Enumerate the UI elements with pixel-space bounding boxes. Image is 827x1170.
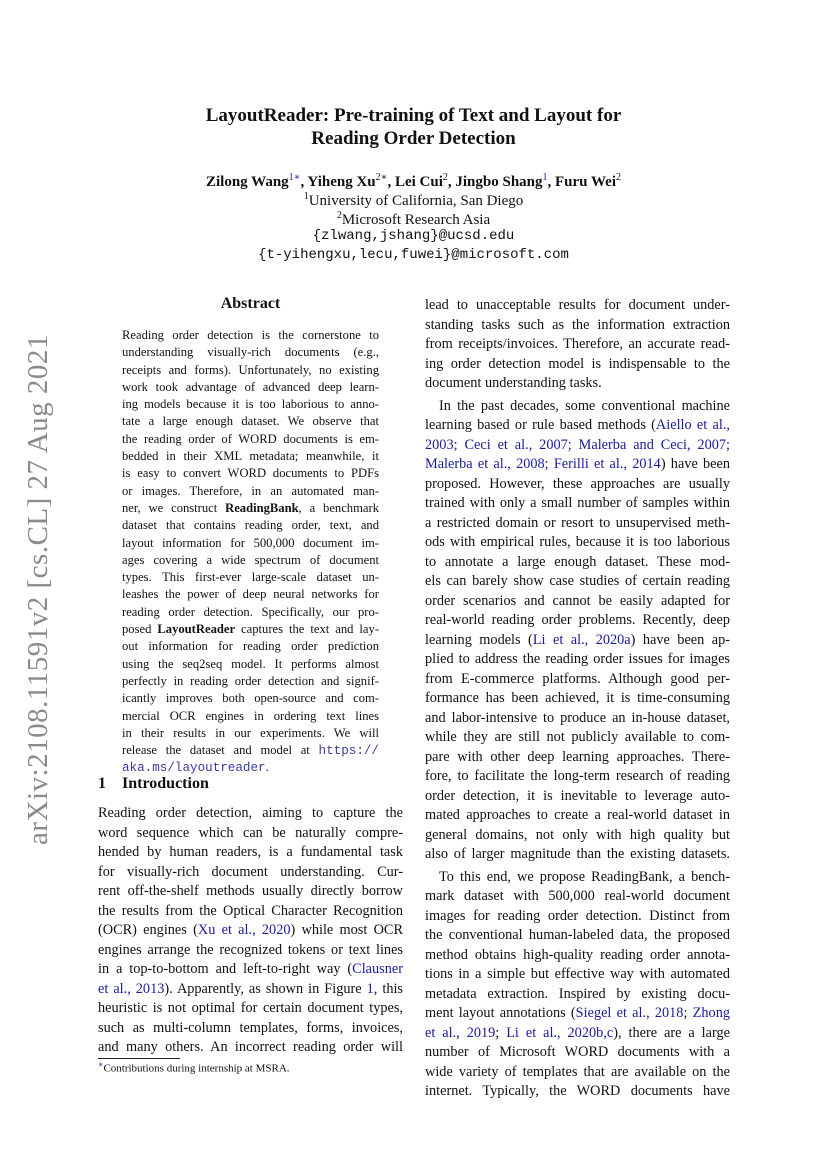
body-line: while they are still not publicly available to com- — [425, 729, 730, 745]
abstract-line: the reading order of WORD documents is em- — [122, 431, 379, 446]
body-line — [425, 455, 730, 475]
body-line: from receipts/invoices. Therefore, an accurate read- — [425, 336, 730, 352]
abstract-text: , a benchmark — [298, 500, 379, 515]
email-line-1: {zlwang,jshang}@ucsd.edu — [312, 228, 515, 244]
abstract-text: captures the text and lay- — [235, 622, 380, 637]
paragraph — [425, 868, 730, 1102]
abstract-line: using the seq2seq model. It performs almost — [122, 656, 379, 671]
body-text: (OCR) engines ( — [98, 922, 198, 938]
abstract-line — [122, 742, 379, 759]
body-line: ods with empirical rules, because it is too laborious — [425, 534, 730, 550]
body-line: heuristic is not optimal for certain document types, — [98, 1000, 403, 1016]
citation-link[interactable]: et al., 2013 — [98, 980, 165, 997]
body-line: To this end, we propose ReadingBank, a bench- — [439, 868, 730, 885]
body-line: hended by human readers, is a fundamental task — [98, 844, 403, 860]
citation-link[interactable]: Zhong — [692, 1005, 730, 1021]
footnote-text: Contributions during internship at MSRA. — [103, 1062, 290, 1075]
abstract-line: leashes the power of deep neural networks for — [122, 587, 379, 602]
citation-link[interactable]: Malerba et al., 2008; Ferilli et al., 2014 — [425, 456, 661, 472]
body-line: metadata extraction. Inspired by existing docu- — [425, 985, 730, 1002]
author-name: Furu Wei — [555, 174, 616, 190]
body-line: the conventional human-labeled data, the proposed — [425, 927, 730, 943]
abstract-line: out information for reading order prediction — [122, 639, 379, 654]
author-list: Zilong Wang$^{1∗}$, Yiheng $Xu^{2∗}$, Lei Cui$^2$, Jingbo Shang$^1$, Furu Wei$^2$ — [205, 172, 621, 190]
body-text: , — [456, 1024, 467, 1041]
body-line: and labor-intensive to produce an in-house dataset, — [425, 709, 730, 726]
body-line: proposed. However, these approaches are usually — [425, 475, 730, 492]
citation-link[interactable]: 2003; Ceci et al., 2007; Malerba and Ceci, 2007; — [425, 436, 730, 453]
abstract-line — [122, 621, 379, 638]
body-line: ing order detection model is indispensable to the — [425, 355, 730, 372]
body-text: in a top-to-bottom and left-to-right way ( — [98, 961, 353, 977]
body-text: ; — [683, 1005, 693, 1021]
abstract-line: layout information for 500,000 document im- — [122, 535, 379, 550]
abstract-line: Reading order detection is the cornerstone to — [122, 328, 379, 342]
citation-link[interactable]: Clausner — [352, 961, 403, 977]
abstract-line: is easy to convert WORD documents to PDFs — [122, 466, 379, 481]
citation-link[interactable]: Li et al., 2020b,c — [506, 1024, 614, 1041]
body-line: els can barely show case studies of certain reading — [425, 573, 730, 589]
body-line: word sequence which can be naturally compre- — [98, 824, 403, 841]
author-affiliation-mark: 1 — [542, 172, 548, 183]
citation-link[interactable]: 2019 — [466, 1024, 496, 1041]
author-affiliation-mark: 2 — [442, 172, 448, 183]
body-line: mark dataset with 500,000 real-world document — [425, 888, 730, 904]
author-affiliation-mark: 2 — [616, 172, 621, 183]
abstract-text: . — [265, 760, 269, 775]
body-line: wide variety of templates that are available on the — [425, 1063, 730, 1080]
abstract-line: or images. Therefore, in an automated man- — [122, 483, 379, 498]
author-name: Jingbo Shang — [455, 174, 543, 190]
abstract-line — [122, 500, 379, 517]
body-line: internet. Typically, the WORD documents have — [425, 1083, 730, 1099]
abstract-text: posed — [122, 622, 158, 637]
affiliation-text: Microsoft Research Asia — [341, 212, 491, 228]
abstract-line: ing models because it is too laborious to anno- — [122, 397, 379, 412]
section-title: Introduction — [122, 775, 209, 792]
intro-right-column — [425, 296, 730, 1105]
abstract-line: tate a large enough dataset. We observe that — [122, 414, 379, 429]
abstract-text: release the dataset and model at — [122, 743, 319, 758]
body-text: learning models ( — [425, 631, 533, 648]
intro-left-column — [98, 804, 403, 1058]
body-line: lead to unacceptable results for document under- — [425, 297, 730, 313]
footnote-rule — [98, 1058, 180, 1059]
affiliation-mark: 2 — [336, 210, 342, 221]
body-text: learning based or rule based methods ( — [425, 417, 656, 433]
abstract-line: understanding visually-rich documents (e.g., — [122, 345, 379, 360]
abstract-line: icantly improves both open-source and com- — [122, 691, 379, 706]
affiliation-mark: 1 — [303, 191, 309, 202]
body-text: ment layout annotations ( — [425, 1005, 576, 1021]
body-line: real-world reading order problems. Recently, deep — [425, 612, 730, 628]
body-line: order scenarios and cannot be easily adapted for — [425, 592, 730, 609]
citation-link[interactable]: et al. — [425, 1024, 457, 1041]
abstract-line: in their results in our experiments. We will — [122, 725, 379, 740]
paper-title-line-1: LayoutReader: Pre-training of Text and Layout for — [205, 105, 622, 126]
body-line: such as multi-column templates, forms, invoices, — [98, 1019, 403, 1036]
section-heading-introduction — [98, 775, 209, 793]
body-line: number of Microsoft WORD documents with a — [425, 1044, 730, 1060]
equal-contribution-mark[interactable]: ∗ — [293, 172, 301, 183]
body-line: plied to address the reading order issues for images — [425, 651, 730, 667]
body-line: from E-commerce platforms. Although good per- — [425, 670, 730, 687]
abstract-line: mercial OCR engines in ordering text lines — [122, 708, 379, 723]
body-line: mated approaches to create a real-world dataset in — [425, 807, 730, 823]
abstract-line: types. This first-ever large-scale dataset un- — [122, 570, 379, 585]
abstract-line: bedded in their XML metadata; meanwhile, it — [122, 449, 379, 464]
author-name: Yiheng Xu — [307, 174, 376, 190]
body-line: to annotate a large enough dataset. These mod- — [425, 553, 730, 570]
paragraph — [425, 397, 730, 865]
body-line: also of larger magnitude than the existing datasets. — [425, 846, 730, 862]
body-line: order detection, it is inevitable to leverage auto- — [425, 787, 730, 804]
paragraph — [425, 296, 730, 394]
body-line: and many others. An incorrect reading order will — [98, 1039, 403, 1055]
body-line: rent off-the-shelf methods usually directly borrow — [98, 883, 403, 899]
body-line: formance has been achieved, it is time-consuming — [425, 690, 730, 706]
body-line: trained with only a small number of samples within — [425, 495, 730, 511]
body-line: Reading order detection, aiming to capture the — [98, 805, 403, 821]
author-name: Lei Cui — [394, 174, 443, 190]
body-line: engines arrange the recognized tokens or text lines — [98, 941, 403, 958]
body-line: document understanding tasks. — [425, 375, 602, 391]
arxiv-stamp: arXiv:2108.11591v2 [cs.CL] 27 Aug 2021 — [22, 334, 54, 845]
abstract-text: ner, we construct — [122, 500, 226, 515]
readingbank-name: ReadingBank — [225, 500, 299, 515]
body-line: fore, to facilitate the long-term research of reading — [425, 768, 730, 784]
body-text: ). Apparently, as shown in Figure — [164, 980, 367, 997]
citation-link[interactable]: Li et al., 2020a — [532, 631, 631, 648]
affiliation-text: University of California, San Diego — [308, 193, 524, 209]
project-url-link[interactable]: https:// — [318, 744, 379, 759]
body-line: general domains, not only with high quality but — [425, 826, 730, 843]
body-line — [98, 980, 403, 1000]
body-line: In the past decades, some conventional machine — [439, 397, 730, 414]
abstract-line: work took advantage of advanced deep learn- — [122, 379, 379, 394]
body-text: ; — [495, 1024, 507, 1041]
body-line — [425, 1024, 730, 1044]
footnote-mark: ∗ — [98, 1060, 104, 1069]
paper-title-line-2: Reading Order Detection — [311, 128, 516, 149]
email-line-2: {t-yihengxu,lecu,fuwei}@microsoft.com — [258, 247, 569, 263]
body-line: tions in a simple but effective way with automated — [425, 966, 730, 982]
abstract-line: receipts and forms). Unfortunately, no existing — [122, 362, 379, 377]
body-line: the results from the Optical Character Recognition — [98, 902, 403, 919]
author-affiliation-mark: 1 — [288, 172, 294, 183]
body-line — [98, 921, 403, 941]
body-line — [425, 631, 730, 651]
project-url-link[interactable]: aka.ms/layoutreader — [122, 761, 266, 776]
author-affiliation-mark: 2∗ — [375, 172, 388, 183]
body-text: ) have been ap- — [630, 631, 731, 648]
body-line: method obtains high-quality reading order annota- — [425, 946, 730, 963]
citation-link[interactable]: Aiello et al., — [655, 417, 730, 433]
footnote — [98, 1060, 290, 1075]
body-line: images for reading order detection. Distinct from — [425, 907, 730, 924]
abstract-line: dataset that contains reading order, text, and — [122, 518, 379, 533]
body-line — [98, 960, 403, 980]
citation-link[interactable]: Xu et al., 2020 — [197, 922, 291, 938]
body-line: standing tasks such as the information extraction — [425, 316, 730, 333]
abstract-body — [122, 327, 379, 777]
abstract-line: reading order detection. Specifically, our pro- — [122, 604, 379, 619]
body-line: a restricted domain or resort to unsupervised meth- — [425, 514, 730, 531]
abstract-line: ages covering a wide spectrum of document — [122, 552, 379, 567]
body-text: ), there are a large — [613, 1024, 731, 1041]
body-line: pare with other deep learning approaches. There- — [425, 748, 730, 765]
layoutreader-name: LayoutReader — [157, 622, 236, 637]
abstract-heading: Abstract — [220, 295, 281, 312]
body-text: ) while most OCR — [290, 922, 403, 938]
body-line — [425, 416, 730, 436]
abstract-line: perfectly in reading order detection and signif- — [122, 673, 379, 688]
author-name: Zilong Wang — [205, 174, 289, 190]
citation-link[interactable]: Siegel et al., 2018 — [575, 1005, 684, 1021]
body-line: for visually-rich document understanding. Cur- — [98, 863, 403, 880]
body-line — [425, 1004, 730, 1024]
section-number: 1 — [98, 775, 106, 792]
body-text: , this — [373, 980, 403, 997]
figure-reference-link[interactable]: 1 — [366, 980, 374, 997]
body-text: ) have been — [660, 456, 730, 472]
